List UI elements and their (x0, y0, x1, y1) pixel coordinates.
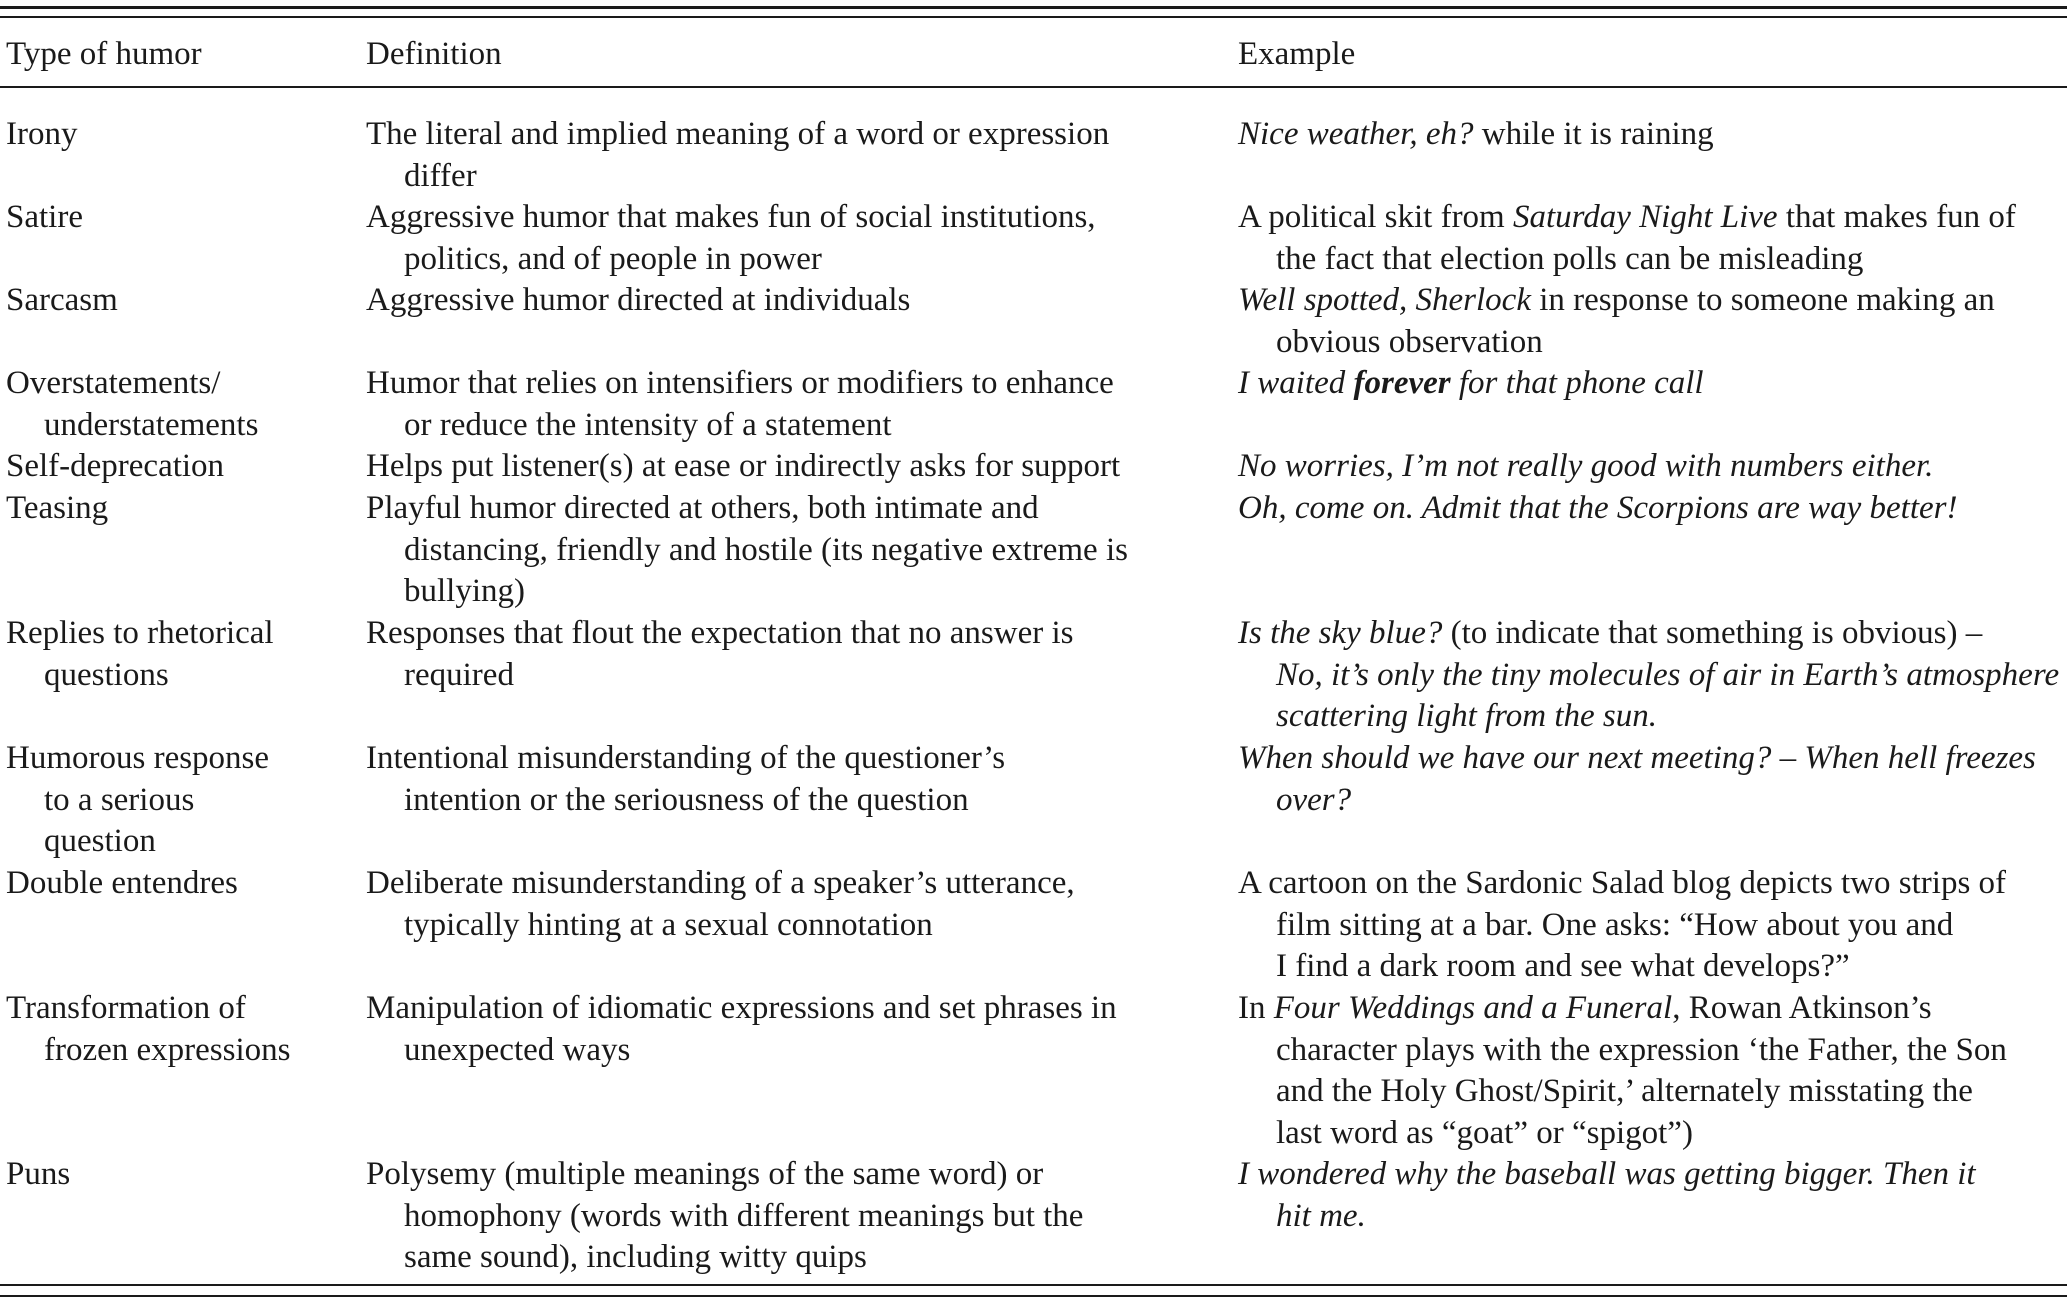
example-text: Nice weather, eh? (1238, 116, 1474, 152)
cell-example (1238, 114, 2067, 156)
definition-line: Playful humor directed at others, both intimate and (366, 490, 1039, 526)
example-text: I find a dark room and see what develops?” (1276, 948, 1850, 984)
cell-definition (366, 280, 1226, 322)
example-text: Four Weddings and a Funeral (1273, 990, 1673, 1026)
example-text: I waited (1238, 365, 1354, 401)
type-line: Satire (6, 199, 83, 235)
type-line: understatements (44, 406, 259, 443)
example-text: character plays with the expression ‘the Father, the Son (1276, 1031, 2007, 1068)
example-text: A political skit from (1238, 199, 1513, 235)
table-top-rule-inner (0, 16, 2067, 18)
table-bottom-rule-outer (0, 1295, 2067, 1297)
definition-line: Aggressive humor that makes fun of social institutions, (366, 199, 1096, 235)
cell-type (6, 114, 356, 156)
example-line (1238, 114, 2067, 156)
example-line (1238, 322, 2067, 364)
example-text: and the Holy Ghost/Spirit,’ alternately misstating the (1276, 1073, 1973, 1109)
definition-line: required (404, 656, 514, 693)
type-line: Replies to rhetorical (6, 615, 274, 651)
cell-example (1238, 197, 2067, 280)
example-line (1238, 488, 2067, 530)
cell-definition (366, 197, 1226, 280)
example-text: Saturday Night Live (1512, 199, 1778, 235)
cell-definition (366, 1154, 1226, 1279)
example-line (1238, 613, 2067, 655)
cell-example (1238, 988, 2067, 1154)
type-line: Sarcasm (6, 282, 118, 318)
cell-definition (366, 988, 1226, 1071)
type-line: Overstatements/ (6, 365, 221, 401)
cell-example (1238, 1154, 2067, 1237)
example-text: When should we have our next meeting? – When hell freezes (1238, 740, 2036, 776)
cell-type (6, 738, 356, 863)
example-line (1238, 1154, 2067, 1196)
type-line: Irony (6, 116, 78, 152)
cell-definition (366, 738, 1226, 821)
example-line (1238, 738, 2067, 780)
example-text: hit me. (1276, 1197, 1366, 1234)
example-text: Oh, come on. Admit that the Scorpions are way better! (1238, 490, 1958, 526)
definition-line: Aggressive humor directed at individuals (366, 282, 911, 318)
example-line (1238, 780, 2067, 822)
example-text: No worries, I’m not really good with numbers either. (1238, 448, 1934, 484)
example-line (1238, 905, 2067, 947)
definition-line: distancing, friendly and hostile (its negative extreme is (404, 531, 1128, 568)
example-text: No, it’s only the tiny molecules of air in Earth’s atmosphere (1276, 656, 2060, 693)
example-line (1238, 988, 2067, 1030)
definition-line: differ (404, 157, 477, 194)
definition-line: politics, and of people in power (404, 240, 822, 277)
example-line (1238, 280, 2067, 322)
header-rule (0, 86, 2067, 88)
example-text: last word as “goat” or “spigot”) (1276, 1114, 1693, 1151)
definition-line: Helps put listener(s) at ease or indirectly asks for support (366, 448, 1121, 484)
definition-line: Manipulation of idiomatic expressions and set phrases in (366, 990, 1117, 1026)
definition-line: Responses that flout the expectation that no answer is (366, 615, 1074, 651)
cell-type (6, 1154, 356, 1196)
example-text: (to indicate that something is obvious) – (1442, 615, 1983, 651)
example-text: I wondered why the baseball was getting bigger. Then it (1238, 1156, 1976, 1192)
example-text: Well spotted, Sherlock (1238, 282, 1531, 318)
definition-line: same sound), including witty quips (404, 1239, 867, 1275)
cell-type (6, 488, 356, 530)
cell-type (6, 863, 356, 905)
cell-definition (366, 613, 1226, 696)
table-top-rule (0, 6, 2067, 9)
column-header-example: Example (1238, 36, 1356, 72)
cell-type (6, 363, 356, 446)
cell-example (1238, 738, 2067, 821)
example-line (1238, 197, 2067, 239)
cell-type (6, 446, 356, 488)
definition-line: homophony (words with different meanings but the (404, 1197, 1084, 1234)
table-bottom-rule (0, 1284, 2067, 1286)
definition-line: or reduce the intensity of a statement (404, 406, 892, 443)
definition-line: typically hinting at a sexual connotation (404, 906, 933, 943)
cell-example (1238, 363, 2067, 405)
cell-definition (366, 363, 1226, 446)
type-line: Self-deprecation (6, 448, 225, 484)
example-line (1238, 946, 2067, 988)
cell-example (1238, 446, 2067, 488)
definition-line: Humor that relies on intensifiers or modifiers to enhance (366, 365, 1114, 401)
type-line: Humorous response (6, 740, 270, 776)
example-text: for that phone call (1450, 365, 1704, 401)
definition-line: The literal and implied meaning of a word or expression (366, 116, 1110, 152)
example-text: film sitting at a bar. One asks: “How about you and (1276, 906, 1954, 943)
example-line (1238, 1030, 2067, 1072)
cell-example (1238, 280, 2067, 363)
cell-type (6, 613, 356, 696)
type-line: frozen expressions (44, 1031, 291, 1068)
definition-line: unexpected ways (404, 1031, 631, 1068)
example-line (1238, 1071, 2067, 1113)
definition-line: Polysemy (multiple meanings of the same word) or (366, 1156, 1044, 1192)
example-line (1238, 363, 2067, 405)
example-line (1238, 655, 2067, 697)
type-line: Transformation of (6, 990, 246, 1026)
definition-line: Deliberate misunderstanding of a speaker’s utterance, (366, 865, 1075, 901)
type-line: question (44, 823, 156, 859)
example-line (1238, 1196, 2067, 1238)
example-text: Is the sky blue? (1238, 615, 1443, 651)
definition-line: Intentional misunderstanding of the questioner’s (366, 740, 1006, 776)
example-line (1238, 863, 2067, 905)
cell-example (1238, 488, 2067, 530)
cell-definition (366, 114, 1226, 197)
cell-definition (366, 863, 1226, 946)
column-header-definition: Definition (366, 36, 502, 72)
example-text: while it is raining (1473, 116, 1714, 152)
example-text: scattering light from the sun. (1276, 698, 1658, 734)
example-text: forever (1353, 365, 1451, 401)
definition-line: intention or the seriousness of the question (404, 781, 969, 818)
example-text: that makes fun of (1777, 199, 2016, 235)
cell-type (6, 280, 356, 322)
example-line (1238, 446, 2067, 488)
example-text: in response to someone making an (1530, 282, 1995, 318)
example-text: , Rowan Atkinson’s (1672, 990, 1932, 1026)
type-line: to a serious (44, 781, 195, 818)
example-line (1238, 696, 2067, 738)
example-line (1238, 239, 2067, 281)
example-text: In (1238, 990, 1274, 1026)
cell-example (1238, 613, 2067, 738)
cell-type (6, 988, 356, 1071)
example-line (1238, 1113, 2067, 1155)
column-header-type: Type of humor (6, 36, 202, 72)
cell-definition (366, 446, 1226, 488)
example-text: obvious observation (1276, 323, 1543, 360)
cell-type (6, 197, 356, 239)
example-text: over? (1276, 781, 1352, 818)
definition-line: bullying) (404, 573, 525, 609)
cell-definition (366, 488, 1226, 613)
type-line: Double entendres (6, 865, 238, 901)
cell-example (1238, 863, 2067, 988)
type-line: questions (44, 656, 169, 693)
type-line: Puns (6, 1156, 71, 1192)
example-text: the fact that election polls can be misleading (1276, 240, 1864, 277)
type-line: Teasing (6, 490, 109, 526)
example-text: A cartoon on the Sardonic Salad blog depicts two strips of (1238, 865, 2007, 901)
